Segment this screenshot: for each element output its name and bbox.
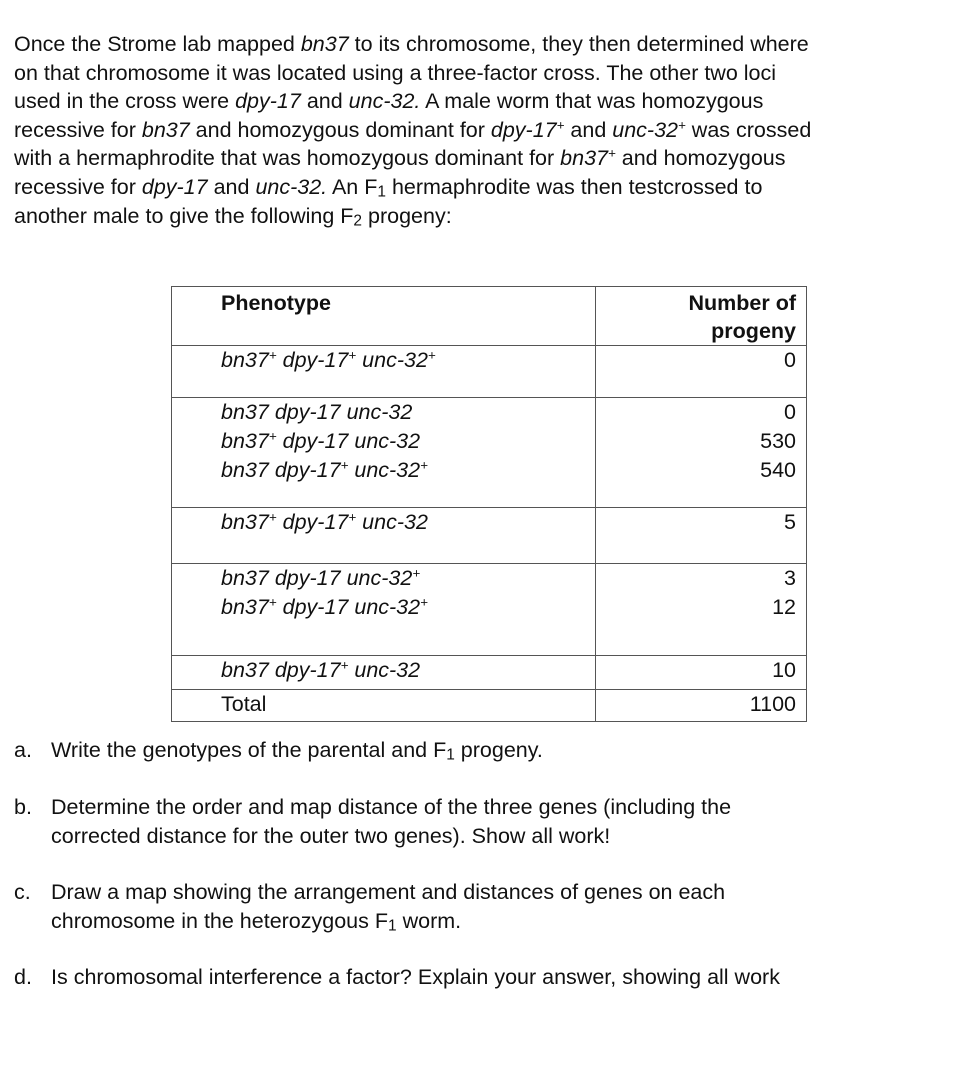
progeny-count: 10	[772, 658, 796, 682]
intro-line: recessive for dpy-17 and unc-32. An $F_1$ hermaphrodite was then testcrossed to	[14, 174, 763, 201]
subscript: 1	[377, 183, 386, 201]
phenotype-cell	[172, 398, 596, 508]
count-cell	[596, 508, 807, 564]
phenotype-label: bn37 dpy-17 unc-32	[221, 400, 413, 424]
progeny-count: 5	[784, 510, 796, 534]
progeny-count: 12	[772, 595, 796, 619]
phenotype-group-row	[172, 398, 807, 508]
count-header-line-1: Number of	[688, 291, 796, 315]
count-cell	[596, 564, 807, 656]
total-row	[172, 690, 807, 722]
phenotype-group-row	[172, 508, 807, 564]
progeny-count: 540	[760, 458, 796, 482]
count-cell	[596, 346, 807, 398]
phenotype-group-row	[172, 346, 807, 398]
question-letter: b.	[14, 795, 32, 819]
gene-name: dpy-17	[141, 174, 208, 199]
intro-line: another male to give the following $F_2$ progeny:	[14, 203, 452, 229]
phenotype-column-header: Phenotype	[172, 287, 596, 346]
gene-name: bn37+	[560, 146, 616, 171]
gene-name: dpy-17+	[490, 117, 565, 142]
progeny-count: 530	[760, 429, 796, 453]
question-text: Draw a map showing the arrangement and distances of genes on each chromosome in the heterozygous $F_1$ worm.	[51, 880, 726, 934]
question-text: Is chromosomal interference a factor? Explain your answer, showing all work	[51, 965, 780, 989]
gene-name: bn37	[141, 117, 190, 142]
question-text: Determine the order and map distance of the three genes (including the corrected distance for the outer two genes). Show all work!	[51, 795, 732, 848]
question-letter: d.	[14, 965, 32, 989]
subscript: 1	[388, 916, 397, 934]
phenotype-group-row	[172, 564, 807, 656]
gene-name: bn37	[300, 32, 349, 56]
count-cell	[596, 398, 807, 508]
subscript: 1	[446, 746, 455, 764]
phenotype-cell	[172, 346, 596, 398]
count-header-line-2: progeny	[711, 319, 796, 343]
intro-line: with a hermaphrodite that was homozygous dominant for bn37+ and homozygous	[14, 146, 786, 171]
table-header-row	[172, 287, 807, 346]
gene-name: dpy-17	[235, 89, 301, 114]
phenotype-label: bn37 dpy-17+ unc-32	[221, 657, 421, 682]
phenotype-cell	[172, 508, 596, 564]
progeny-table	[171, 286, 807, 722]
phenotype-group-row	[172, 656, 807, 690]
progeny-count: 0	[784, 348, 796, 372]
question-letter: c.	[14, 880, 31, 904]
gene-name: unc-32.	[255, 174, 328, 199]
phenotype-label: bn37+ dpy-17+ unc-32+	[221, 347, 436, 372]
intro-paragraph	[14, 30, 944, 230]
total-value: 1100	[596, 690, 807, 722]
count-column-header	[596, 287, 807, 346]
phenotype-label: bn37+ dpy-17 unc-32+	[221, 594, 428, 619]
question-letter: a.	[14, 738, 32, 762]
phenotype-cell	[172, 564, 596, 656]
intro-line: on that chromosome it was located using a three-factor cross. The other two loci	[14, 60, 777, 85]
intro-line: used in the cross were dpy-17 and unc-32. A male worm that was homozygous	[14, 89, 764, 114]
count-cell	[596, 656, 807, 690]
phenotype-label: bn37 dpy-17 unc-32+	[221, 565, 421, 590]
gene-name: unc-32+	[612, 117, 686, 142]
phenotype-label: bn37+ dpy-17 unc-32	[221, 428, 421, 453]
intro-line: Once the Strome lab mapped bn37 to its chromosome, they then determined where	[14, 32, 809, 56]
phenotype-label: bn37+ dpy-17+ unc-32	[221, 509, 428, 534]
progeny-count: 3	[784, 566, 796, 590]
phenotype-label: bn37 dpy-17+ unc-32+	[221, 457, 428, 482]
progeny-count: 0	[784, 400, 796, 424]
intro-line: recessive for bn37 and homozygous dominant for dpy-17+ and unc-32+ was crossed	[14, 117, 812, 142]
gene-name: unc-32.	[348, 89, 421, 114]
total-label: Total	[172, 690, 596, 722]
subscript: 2	[353, 211, 363, 229]
phenotype-cell	[172, 656, 596, 690]
question-text: Write the genotypes of the parental and $F_1$ progeny.	[51, 738, 543, 764]
